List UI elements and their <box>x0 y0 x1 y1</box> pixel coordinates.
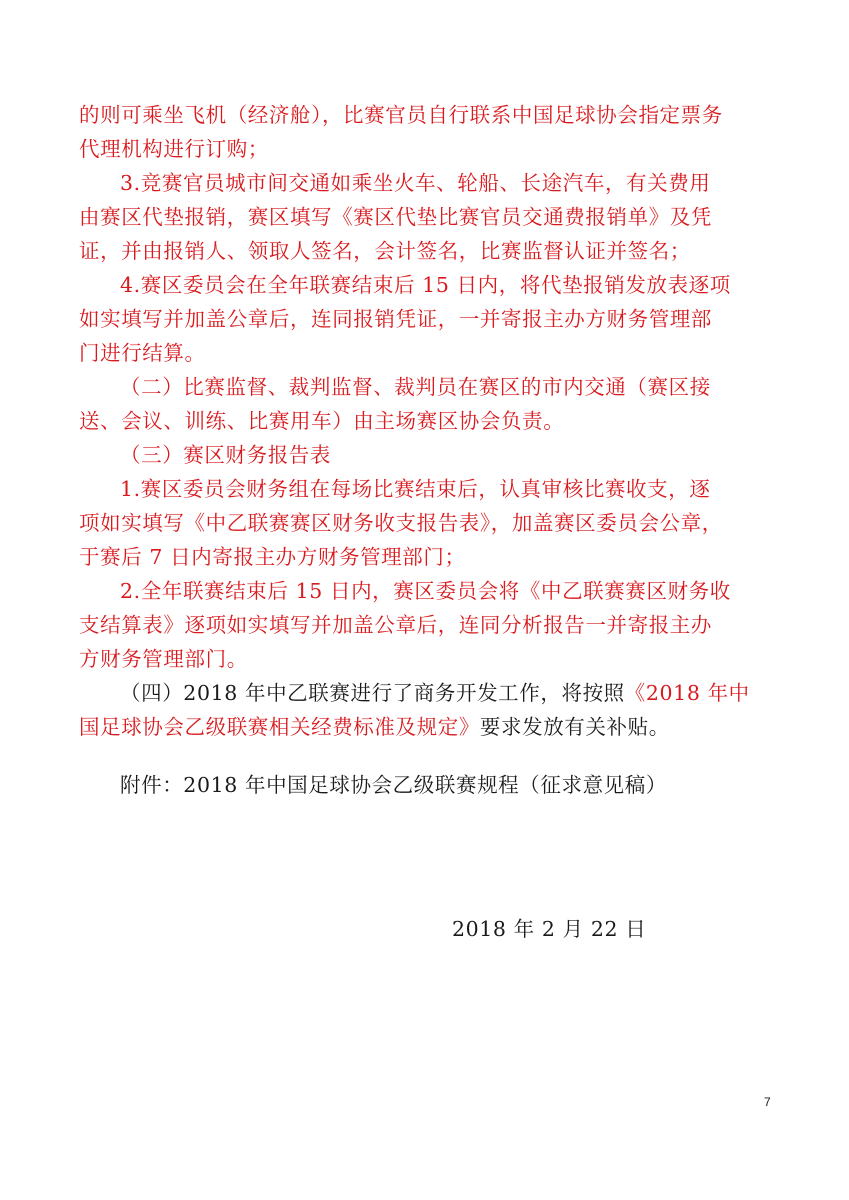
body-line-1: 的则可乘坐飞机（经济舱），比赛官员自行联系中国足球协会指定票务 <box>79 103 723 127</box>
body-line-11: （三）赛区财务报告表 <box>120 443 331 467</box>
para-four-line-2-black: 要求发放有关补贴。 <box>479 715 670 739</box>
document-date: 2018 年 2 月 22 日 <box>452 917 647 941</box>
body-line-6: 4.赛区委员会在全年联赛结束后 15 日内，将代垫报销发放表逐项 <box>120 273 731 297</box>
body-line-14: 于赛后 7 日内寄报主办方财务管理部门； <box>79 545 466 569</box>
body-line-12: 1.赛区委员会财务组在每场比赛结束后，认真审核比赛收支，逐 <box>120 477 711 501</box>
body-line-3: 3.竞赛官员城市间交通如乘坐火车、轮船、长途汽车，有关费用 <box>120 171 711 195</box>
page-number: 7 <box>764 1095 771 1109</box>
para-four-line-1 <box>120 676 750 710</box>
para-four-line-2-red: 国足球协会乙级联赛相关经费标准及规定》 <box>79 715 480 739</box>
body-line-15: 2.全年联赛结束后 15 日内，赛区委员会将《中乙联赛赛区财务收 <box>120 579 731 603</box>
para-four-line-1-black: （四）2018 年中乙联赛进行了商务开发工作，将按照 <box>120 681 625 705</box>
body-line-5: 证，并由报销人、领取人签名，会计签名，比赛监督认证并签名； <box>79 239 691 263</box>
body-line-9: （二）比赛监督、裁判监督、裁判员在赛区的市内交通（赛区接 <box>120 375 711 399</box>
body-line-7: 如实填写并加盖公章后，连同报销凭证，一并寄报主办方财务管理部 <box>79 307 712 331</box>
para-four-line-1-red: 《2018 年中 <box>624 681 750 705</box>
body-line-8: 门进行结算。 <box>79 341 206 365</box>
body-line-13: 项如实填写《中乙联赛赛区财务收支报告表》，加盖赛区委员会公章， <box>79 511 723 535</box>
body-line-2: 代理机构进行订购； <box>79 137 269 161</box>
body-line-4: 由赛区代垫报销，赛区填写《赛区代垫比赛官员交通费报销单》及凭 <box>79 205 712 229</box>
body-line-16: 支结算表》逐项如实填写并加盖公章后，连同分析报告一并寄报主办 <box>79 613 712 637</box>
body-line-17: 方财务管理部门。 <box>79 647 248 671</box>
body-line-10: 送、会议、训练、比赛用车）由主场赛区协会负责。 <box>79 409 565 433</box>
attachment-line: 附件：2018 年中国足球协会乙级联赛规程（征求意见稿） <box>120 773 667 797</box>
para-four-line-2 <box>79 710 670 744</box>
